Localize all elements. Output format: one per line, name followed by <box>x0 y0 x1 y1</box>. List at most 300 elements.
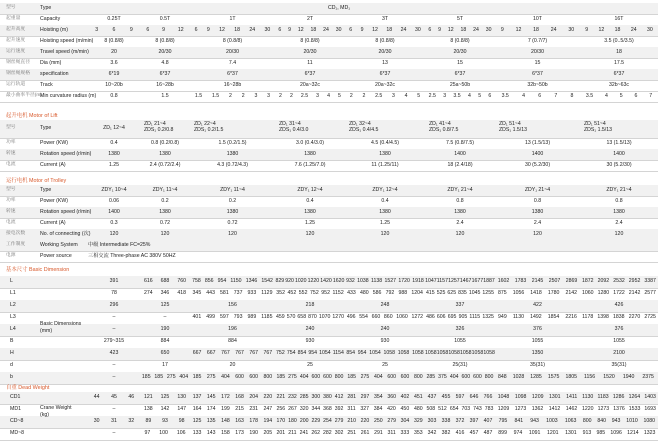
value-cell: 120 <box>533 231 542 237</box>
value-cell-group <box>190 419 275 424</box>
value-cell: 401 <box>192 314 202 320</box>
value-cell: 6 <box>428 27 432 33</box>
value-cell: 1400 <box>108 209 120 215</box>
value-cell: ZDY₁ 21~4 <box>606 187 632 193</box>
value-cell: 120 <box>305 231 315 237</box>
value-cell-stack <box>349 122 425 135</box>
value-cell-group <box>140 395 190 400</box>
value-cell: 1129 <box>261 290 273 296</box>
value-cell: 274 <box>144 290 153 296</box>
value-cell: 2T <box>306 16 314 22</box>
row-label-en: No. of connecting (次) <box>40 231 91 237</box>
value-cell: 1380 <box>304 151 316 157</box>
value-cell-group <box>345 419 425 424</box>
value-cell-group <box>275 291 345 296</box>
value-cell: 451 <box>413 394 423 400</box>
value-cell: 1887 <box>483 278 495 284</box>
value-cell: 1380 <box>454 209 466 215</box>
dimension-label: L <box>10 278 13 284</box>
row-label-en: Rotation speed (r/min) <box>40 151 92 157</box>
value-cell: 4 <box>404 93 408 99</box>
value-cell-group <box>580 419 658 424</box>
value-cell: 8 <box>570 93 574 99</box>
row-label-en: Hoisting speed (m/min) <box>40 38 94 44</box>
value-cell: 1376 <box>613 406 625 412</box>
value-cell: 78 <box>111 290 117 296</box>
value-cell: 164 <box>192 406 202 412</box>
value-cell-group <box>275 431 345 436</box>
value-cell: 1411 <box>566 394 578 400</box>
value-cell: 1209 <box>497 406 510 412</box>
value-cell-group <box>190 315 275 320</box>
value-cell: 1418 <box>530 290 542 296</box>
value-cell-stack <box>429 122 495 135</box>
value-cell: 20 <box>229 362 236 368</box>
value-cell: 1783 <box>514 278 527 284</box>
value-cell: 1677 <box>471 278 484 284</box>
value-cell: 93 <box>162 418 168 424</box>
value-cell: 16~28b <box>156 82 174 88</box>
value-cell: 201 <box>276 430 286 436</box>
value-cell: 1201 <box>546 430 559 436</box>
value-cell: 8 (0.8/8) <box>375 38 395 44</box>
type-value: CD₁, MD₁ <box>328 5 350 11</box>
value-cell: 737 <box>233 290 243 296</box>
value-cell: 1380 <box>379 209 391 215</box>
value-cell: 1542 <box>261 278 273 284</box>
row-label-en: specification <box>40 71 69 77</box>
value-cell: 767 <box>221 350 230 356</box>
value-cell: 143 <box>206 430 216 436</box>
value-cell: 870 <box>308 314 317 320</box>
value-cell: 606 <box>436 314 446 320</box>
value-cell: – <box>112 374 116 380</box>
value-cell: 597 <box>220 314 229 320</box>
value-cell: 106 <box>176 430 186 436</box>
value-cell: 6*37 <box>159 71 171 77</box>
value-cell: 1420 <box>320 278 332 284</box>
value-cell: 6*37 <box>613 71 625 77</box>
value-cell: 2 <box>289 93 293 99</box>
value-cell: 404 <box>449 374 459 380</box>
value-cell: 6*37 <box>227 71 238 77</box>
value-cell: 168 <box>235 394 244 400</box>
value-cell: 344 <box>311 406 321 412</box>
value-cell-group <box>495 315 580 320</box>
row-label-cn: 运行轨道 <box>6 82 26 87</box>
value-cell: 426 <box>614 302 624 308</box>
value-cell: 120 <box>228 231 237 237</box>
value-cell-group <box>190 395 275 400</box>
dimension-label: B <box>10 338 14 344</box>
value-cell-group <box>345 395 425 400</box>
value-cell: 9 <box>162 27 165 33</box>
value-cell: 44 <box>93 394 100 400</box>
value-cell: 24 <box>550 27 557 33</box>
value-cell: 8 (0.8/8) <box>155 38 175 44</box>
value-cell: ZDY₁ 12~4 <box>297 187 323 193</box>
value-cell: 1048 <box>497 394 510 400</box>
value-cell-group <box>580 407 658 412</box>
value-cell: 6*37 <box>454 71 466 77</box>
value-cell: 194 <box>263 418 273 424</box>
value-cell: 404 <box>221 374 230 380</box>
value-cell: 391 <box>109 278 119 284</box>
value-cell: 0.8 (0.2/0.8) <box>151 140 179 146</box>
value-cell: 9 <box>585 27 589 33</box>
value-cell: 6 <box>194 27 198 33</box>
value-cell: 695 <box>447 314 457 320</box>
row-label-en: Track <box>40 82 53 88</box>
value-cell: 368 <box>323 406 332 412</box>
value-cell: 32 <box>128 418 135 424</box>
section-title-dead-weight: 自重 Dead Weight <box>6 385 50 391</box>
value-cell: – <box>112 406 116 412</box>
value-cell: 2100 <box>613 350 625 356</box>
value-cell: 443 <box>206 290 215 296</box>
value-cell: 205 <box>263 430 273 436</box>
value-cell: 231 <box>249 406 259 412</box>
value-cell: 327 <box>360 406 370 412</box>
value-cell: 932 <box>346 278 355 284</box>
value-cell: 1055 <box>531 338 544 344</box>
value-cell: ZDS₁ 0.4/4.5 <box>349 127 379 134</box>
row-label-en: Type <box>40 5 52 11</box>
value-cell: 384 <box>373 406 383 412</box>
value-cell-group <box>580 291 658 296</box>
value-cell: 2 <box>241 93 245 99</box>
value-cell: 743 <box>473 406 482 412</box>
dimension-label: d <box>10 362 13 368</box>
value-cell: 12 <box>598 27 605 33</box>
value-cell: 2.4 (0.72/2.4) <box>149 162 181 168</box>
value-cell: 1.25 <box>379 220 391 226</box>
value-cell: 703 <box>461 406 471 412</box>
value-cell: 2.5 <box>375 93 383 99</box>
power-source-value: 三相交流 Three-phase AC 380V 50HZ <box>88 253 176 259</box>
value-cell: 752 <box>310 290 319 296</box>
value-cell: 7.4 <box>228 60 237 66</box>
value-cell: 89 <box>145 418 152 424</box>
value-cell: 30 (5.2/30) <box>524 162 551 168</box>
value-cell: 920 <box>285 278 294 284</box>
value-cell: 1204 <box>411 290 423 296</box>
row-label-cn: 接电次数 <box>6 231 26 236</box>
row-label-en: Rotation speed (r/min) <box>40 209 92 215</box>
value-cell: 380 <box>323 394 332 400</box>
value-cell: 3.5 <box>585 93 594 99</box>
value-cell: 185 <box>154 374 164 380</box>
value-cell: 24 <box>323 27 329 33</box>
value-cell: 767 <box>235 350 244 356</box>
value-cell: 1872 <box>582 278 594 284</box>
row-label-cn: 电流 <box>6 220 16 225</box>
value-cell: 372 <box>455 418 465 424</box>
value-cell: 18 <box>310 27 317 33</box>
value-cell: 1058 <box>412 350 424 356</box>
value-cell: 138 <box>144 406 153 412</box>
weight-group-label: Crane Weight <box>40 405 72 411</box>
value-cell: 452 <box>287 290 297 296</box>
value-cell: 185 <box>347 374 356 380</box>
value-cell: 600 <box>323 374 332 380</box>
value-cell: 1214 <box>627 430 639 436</box>
value-cell: 172 <box>221 394 230 400</box>
value-cell: 1492 <box>530 314 542 320</box>
value-cell: 0.25T <box>107 16 121 22</box>
value-cell: 375 <box>438 374 447 380</box>
value-cell-group <box>275 315 345 320</box>
value-cell: 2.4 <box>533 220 542 226</box>
row-label-cn: 钢丝绳规格 <box>6 71 30 76</box>
value-cell: 199 <box>221 406 230 412</box>
value-cell-group <box>345 279 425 284</box>
value-cell: 1130 <box>512 314 524 320</box>
value-cell: – <box>112 430 116 436</box>
value-cell: 0.4 <box>306 198 314 204</box>
value-cell-group <box>140 291 190 296</box>
value-cell: 600 <box>473 374 482 380</box>
value-cell: 220 <box>360 418 370 424</box>
value-cell-group <box>495 419 580 424</box>
dimension-group-label: Basic Dimensions <box>40 321 82 327</box>
value-cell: 404 <box>179 374 189 380</box>
value-cell: 854 <box>346 350 356 356</box>
value-cell: ZDY₁ 10~4 <box>101 187 127 193</box>
value-cell: 3 <box>392 93 395 99</box>
value-cell-group <box>190 291 275 296</box>
value-cell: 352 <box>276 290 285 296</box>
value-cell: 376 <box>614 326 624 332</box>
value-cell: 326 <box>455 326 465 332</box>
value-cell: 262 <box>311 430 320 436</box>
value-cell: 4.5 (0.4/4.5) <box>371 140 399 146</box>
value-cell: 215 <box>235 406 244 412</box>
value-cell: 667 <box>192 350 202 356</box>
value-cell: 1.5 <box>194 93 203 99</box>
value-cell: 646 <box>469 394 479 400</box>
value-cell: 1270 <box>332 314 344 320</box>
value-cell: ZD₁ 12~4 <box>103 125 125 131</box>
value-cell: 854 <box>297 350 307 356</box>
value-cell-group <box>425 279 495 284</box>
value-cell: 218 <box>305 302 315 308</box>
value-cell: 1060 <box>582 290 594 296</box>
value-cell: 12 <box>177 27 184 33</box>
value-cell: 415 <box>426 290 435 296</box>
value-cell: 1380 <box>108 151 120 157</box>
value-cell: 6 <box>146 27 150 33</box>
value-cell: 120 <box>160 231 170 237</box>
row-label-cn: 起升速度 <box>6 38 26 43</box>
value-cell: 974 <box>513 430 523 436</box>
value-cell: 125 <box>160 394 170 400</box>
value-cell: 254 <box>323 418 332 424</box>
value-cell: 1055 <box>613 338 625 344</box>
value-cell: 20/30 <box>226 49 239 55</box>
row-label-cn: 功率 <box>6 198 16 203</box>
value-cell: 552 <box>298 290 308 296</box>
value-cell: 2 <box>229 93 232 99</box>
value-cell: 204 <box>249 394 259 400</box>
value-cell: 24 <box>630 27 637 33</box>
value-cell-group <box>580 315 658 320</box>
value-cell: 135 <box>206 418 216 424</box>
row-label-en: Travel speed (m/min) <box>40 49 89 55</box>
value-cell: 137 <box>192 394 202 400</box>
dimension-label: H <box>10 350 14 356</box>
value-cell: 329 <box>413 418 423 424</box>
value-cell: 20/30 <box>453 49 467 55</box>
value-cell: 12 <box>219 27 225 33</box>
value-cell: 133 <box>192 430 202 436</box>
section-title-trolley-motor: 运行电机 Motor of Trolley <box>6 178 67 184</box>
value-cell: 158 <box>221 430 230 436</box>
value-cell: 943 <box>530 418 539 424</box>
weight-label: CD~8 <box>10 418 24 424</box>
value-cell: 600 <box>400 374 410 380</box>
value-cell: 954 <box>357 350 367 356</box>
value-cell: 1286 <box>612 394 625 400</box>
value-cell: 581 <box>220 290 229 296</box>
value-cell-group <box>140 419 190 424</box>
value-cell: 856 <box>204 278 214 284</box>
value-cell: 2.4 <box>615 220 623 226</box>
value-cell: 304 <box>400 418 410 424</box>
value-cell: 1323 <box>643 430 656 436</box>
value-cell: 297 <box>360 394 370 400</box>
value-cell: 2952 <box>628 278 641 284</box>
value-cell: 12 <box>372 27 378 33</box>
value-cell: 0.4 <box>110 140 118 146</box>
value-cell: 459 <box>276 314 285 320</box>
value-cell: 0.8 <box>110 93 118 99</box>
value-cell: 760 <box>177 278 186 284</box>
value-cell: 487 <box>483 430 493 436</box>
value-cell-stack <box>144 122 190 135</box>
value-cell: 376 <box>533 326 542 332</box>
value-cell-group <box>88 419 140 424</box>
value-cell: 1380 <box>159 151 171 157</box>
value-cell: 1058 <box>483 350 495 356</box>
value-cell: 25 <box>382 362 388 368</box>
value-cell: 0.5T <box>159 16 171 22</box>
value-cell-group <box>275 419 345 424</box>
value-cell-group <box>345 94 425 99</box>
value-cell: 5 <box>417 93 421 99</box>
value-cell: 450 <box>400 406 410 412</box>
value-cell: 486 <box>426 314 435 320</box>
value-cell-group <box>275 351 345 356</box>
value-cell: 1028 <box>512 374 525 380</box>
value-cell: 767 <box>263 350 273 356</box>
row-label-cn: 功率 <box>6 140 16 145</box>
value-cell: 2.4 <box>456 220 464 226</box>
dimension-label: L3 <box>10 314 16 320</box>
value-cell: 17.5 <box>613 60 625 66</box>
value-cell: 1091 <box>528 430 541 436</box>
value-cell: 2.5 <box>428 93 436 99</box>
value-cell: 800 <box>413 374 423 380</box>
value-cell: 1285 <box>530 374 542 380</box>
value-cell: 586 <box>372 290 382 296</box>
value-cell-group <box>190 375 275 380</box>
value-cell: 899 <box>498 430 507 436</box>
value-cell: 2532 <box>613 278 625 284</box>
value-cell: 30 <box>93 418 100 424</box>
value-cell-group <box>495 28 580 33</box>
value-cell: 353 <box>413 430 423 436</box>
value-cell: 1380 <box>159 209 171 215</box>
value-cell: 342 <box>427 430 437 436</box>
value-cell: 6 <box>349 27 353 33</box>
value-cell: 499 <box>206 314 215 320</box>
value-cell: 5 <box>619 93 623 99</box>
value-cell: 392 <box>334 406 344 412</box>
value-cell: 3T <box>381 16 389 22</box>
value-cell: 1575 <box>547 374 560 380</box>
value-cell: 30 <box>335 27 342 33</box>
value-cell: 1273 <box>514 406 527 412</box>
value-cell: 1209 <box>531 394 544 400</box>
value-cell-group <box>140 375 190 380</box>
value-cell: 300 <box>311 394 321 400</box>
value-cell: 185 <box>276 374 286 380</box>
value-cell: 933 <box>247 290 257 296</box>
value-cell: 247 <box>263 406 273 412</box>
value-cell: 1045 <box>468 290 481 296</box>
weight-label: MD~8 <box>10 430 24 436</box>
value-cell: 1220 <box>582 406 594 412</box>
value-cell: 178 <box>249 418 259 424</box>
value-cell: 173 <box>235 430 244 436</box>
value-cell: 989 <box>247 314 257 320</box>
value-cell: 100 <box>159 430 168 436</box>
value-cell: 1152 <box>332 290 344 296</box>
value-cell: 402 <box>400 394 410 400</box>
value-cell: 1272 <box>411 314 424 320</box>
value-cell: 1058 <box>425 350 437 356</box>
value-cell: 783 <box>484 406 494 412</box>
value-cell: 9 <box>129 27 133 33</box>
value-cell: 18 <box>234 27 241 33</box>
value-cell-group <box>345 375 425 380</box>
value-cell-group <box>88 395 140 400</box>
value-cell: 291 <box>374 430 383 436</box>
value-cell-group <box>425 94 495 99</box>
value-cell: 1154 <box>332 350 344 356</box>
value-cell: 320 <box>299 406 309 412</box>
value-cell-group <box>345 315 425 320</box>
value-cell: 25a~50b <box>449 82 471 88</box>
value-cell: 3 <box>316 93 320 99</box>
value-cell: 1058 <box>448 350 460 356</box>
value-cell: 6 <box>278 27 282 33</box>
value-cell: 17 <box>162 362 168 368</box>
value-cell: 11 (1.25/11) <box>371 162 399 168</box>
value-cell: 437 <box>427 394 437 400</box>
value-cell: 25 <box>307 362 313 368</box>
value-cell: 0.2 <box>161 198 169 204</box>
value-cell: 433 <box>347 290 356 296</box>
value-cell: 18 (2.4/18) <box>447 162 473 168</box>
value-cell: 18 <box>616 49 622 55</box>
value-cell: 767 <box>249 350 259 356</box>
value-cell-stack <box>279 122 345 135</box>
value-cell: 829 <box>275 278 285 284</box>
value-cell: 24 <box>473 27 479 33</box>
value-cell: 6*37 <box>532 71 543 77</box>
